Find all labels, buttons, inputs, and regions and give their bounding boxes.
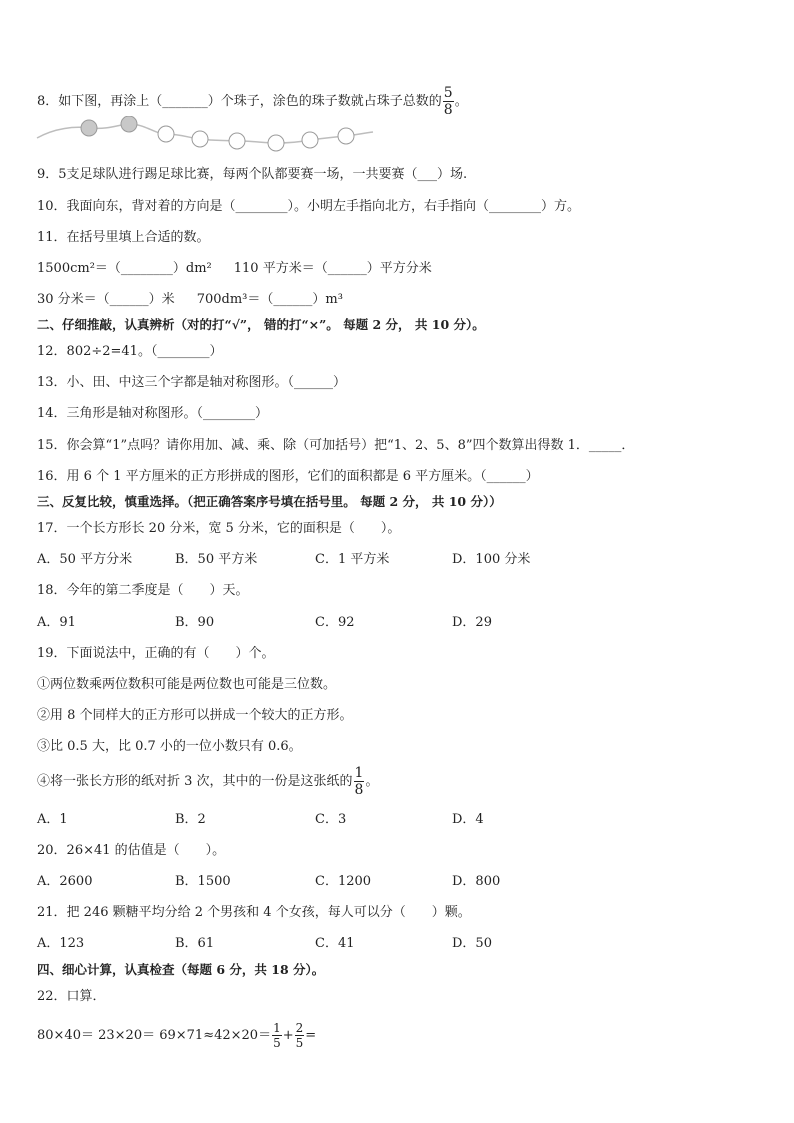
question-17-stem: 17．一个长方形长 20 分米，宽 5 分米，它的面积是（ ）。	[37, 521, 401, 536]
bead-empty	[229, 133, 245, 149]
question-11-b: 110 平方米＝（______）平方分米	[233, 261, 432, 276]
question-16: 16．用 6 个 1 平方厘米的正方形拼成的图形，它们的面积都是 6 平方厘米。（______）	[37, 469, 539, 484]
question-19-statement-4: ④将一张长方形的纸对折 3 次，其中的一份是这张纸的 $\frac{1}{8}$ 。	[37, 765, 379, 798]
question-14: 14．三角形是轴对称图形。（________）	[37, 406, 269, 421]
question-19-stem: 19．下面说法中，正确的有（ ）个。	[37, 646, 275, 661]
question-19-statement-3: ③比 0.5 大，比 0.7 小的一位小数只有 0.6。	[37, 739, 302, 754]
bead-shaded	[81, 120, 97, 136]
question-11-row-2	[37, 291, 343, 309]
option-d: D．100 分米	[452, 552, 531, 567]
option-a: A．1	[37, 812, 68, 827]
fraction-1-5: $\frac{1}{5}$	[273, 1021, 281, 1050]
question-22-items: 80×40＝ 23×20＝ 69×71≈42×20＝ $\frac{1}{5}$ + $\frac{2}{5}$ =	[37, 1021, 317, 1050]
question-8-text: 8．如下图，再涂上（_______）个珠子，涂色的珠子数就占珠子总数的	[37, 94, 442, 109]
fraction-1-8: $\frac{1}{8}$	[354, 765, 364, 798]
question-15: 15．你会算“1”点吗？请你用加、减、乘、除（可加括号）把“1、2、5、8”四个数算出得数 1．_____．	[37, 438, 635, 453]
option-d: D．50	[452, 936, 492, 951]
question-20-stem: 20．26×41 的估值是（ ）。	[37, 843, 226, 858]
bead-empty	[158, 126, 174, 142]
option-c: C．1 平方米	[315, 552, 390, 567]
question-18-stem: 18．今年的第二季度是（ ）天。	[37, 583, 249, 598]
question-21-options	[37, 935, 597, 953]
bead-empty	[302, 132, 318, 148]
section-2-heading: 二、仔细推敲，认真辨析（对的打“√”， 错的打“×”。 每题 2 分， 共 10 分）。	[37, 317, 485, 332]
fraction-5-8: $\frac{5}{8}$	[443, 85, 453, 118]
question-18-options	[37, 614, 597, 632]
bead-string-figure	[35, 116, 375, 156]
option-d: D．29	[452, 615, 492, 630]
question-9: 9．5支足球队进行踢足球比赛，每两个队都要赛一场，一共要赛（___）场.	[37, 167, 468, 182]
option-d: D．4	[452, 812, 484, 827]
option-c: C．41	[315, 936, 355, 951]
option-c: C．92	[315, 615, 355, 630]
option-b: B．2	[175, 812, 206, 827]
option-b: B．50 平方米	[175, 552, 258, 567]
question-20-options	[37, 873, 597, 891]
option-c: C．1200	[315, 874, 372, 889]
question-17-options	[37, 551, 597, 569]
option-b: B．61	[175, 936, 215, 951]
question-11-a: 1500cm²＝（________）dm²	[37, 261, 212, 276]
question-22-stem: 22．口算．	[37, 989, 106, 1004]
section-4-heading: 四、细心计算，认真检查（每题 6 分，共 18 分）。	[37, 962, 325, 977]
question-19-statement-2: ②用 8 个同样大的正方形可以拼成一个较大的正方形。	[37, 708, 353, 723]
question-19-statement-1: ①两位数乘两位数积可能是两位数也可能是三位数。	[37, 677, 337, 692]
option-a: A．91	[37, 615, 76, 630]
question-12: 12．802÷2=41。（________）	[37, 344, 223, 359]
option-b: B．90	[175, 615, 215, 630]
question-19-options	[37, 811, 597, 829]
section-3-heading: 三、反复比较，慎重选择。（把正确答案序号填在括号里。 每题 2 分， 共 10 分））	[37, 494, 502, 509]
question-8: 8．如下图，再涂上（_______）个珠子，涂色的珠子数就占珠子总数的 $\frac{5}{8}$ 。	[37, 85, 468, 118]
bead-empty	[268, 135, 284, 151]
bead-empty	[192, 131, 208, 147]
question-11-d: 700dm³＝（______）m³	[196, 292, 343, 307]
bead-shaded	[121, 116, 137, 132]
bead-empty	[338, 128, 354, 144]
question-21-stem: 21．把 246 颗糖平均分给 2 个男孩和 4 个女孩，每人可以分（ ）颗。	[37, 905, 471, 920]
option-a: A．123	[37, 936, 85, 951]
option-a: A．50 平方分米	[37, 552, 133, 567]
question-11-row-1	[37, 260, 432, 278]
question-10: 10．我面向东，背对着的方向是（________）。小明左手指向北方，右手指向（________）方。	[37, 199, 581, 214]
option-c: C．3	[315, 812, 347, 827]
question-13: 13．小、田、中这三个字都是轴对称图形。（______）	[37, 375, 347, 390]
question-11-stem: 11．在括号里填上合适的数。	[37, 230, 210, 245]
option-a: A．2600	[37, 874, 93, 889]
question-11-c: 30 分米＝（______）米	[37, 292, 175, 307]
option-d: D．800	[452, 874, 501, 889]
fraction-2-5: $\frac{2}{5}$	[295, 1021, 304, 1050]
option-b: B．1500	[175, 874, 231, 889]
